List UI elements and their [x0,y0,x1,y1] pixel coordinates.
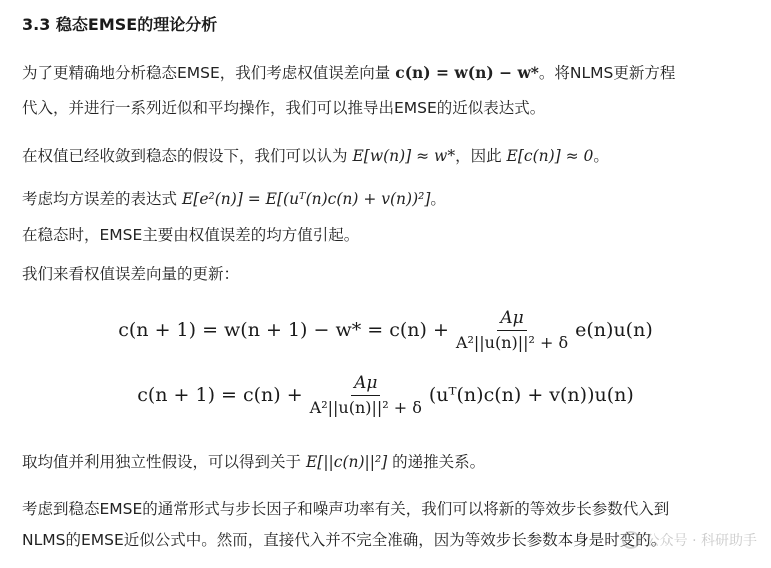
paragraph-5: 我们来看权值误差向量的更新： [22,265,240,283]
equation-1-rhs: e(n)u(n) [575,319,653,341]
paragraph-2-text-c: 。 [593,147,609,165]
paragraph-4: 在稳态时，EMSE主要由权值误差的均方值引起。 [22,226,360,244]
paragraph-1-line-2: 代入，并进行一系列近似和平均操作，我们可以推导出EMSE的近似表达式。 [22,99,546,117]
paragraph-6-text-a: 取均值并利用独立性假设，可以得到关于 [22,453,302,471]
equation-2-denominator: A²||u(n)||² + δ [309,398,422,417]
inline-math-expectation-c: E[c(n)] ≈ 0 [506,147,594,165]
paragraph-6 [22,451,485,473]
watermark [622,530,757,550]
paragraph-2-text-a: 在权值已经收敛到稳态的假设下，我们可以认为 [22,147,348,165]
paragraph-3-text-a: 考虑均方误差的表达式 [22,190,178,208]
paragraph-3 [22,188,446,210]
section-heading: 3.3 稳态EMSE的理论分析 [22,15,218,34]
equation-1-numerator: Aμ [497,308,526,331]
equation-2-numerator: Aμ [351,373,380,396]
paragraph-1-text: 为了更精确地分析稳态EMSE，我们考虑权值误差向量 [22,64,391,82]
watermark-text: 公众号 · 科研助手 [645,533,757,549]
inline-math-weight-error: c(n) = w(n) − w* [395,63,539,82]
paragraph-2-text-b: ，因此 [455,147,502,165]
paragraph-2 [22,145,609,167]
equation-1-fraction [453,308,571,352]
equation-2-lhs: c(n + 1) = c(n) + [137,384,303,406]
equation-1-denominator: A²||u(n)||² + δ [455,333,569,352]
paragraph-1-line-1 [22,62,675,84]
paragraph-6-text-b: 的递推关系。 [392,453,486,471]
equation-2-rhs: (uᵀ(n)c(n) + v(n))u(n) [428,384,634,406]
equation-1-lhs: c(n + 1) = w(n + 1) − w* = c(n) + [118,319,449,341]
paragraph-3-text-b: 。 [430,190,446,208]
watermark-logo-icon [622,531,640,549]
paragraph-1-tail: 。将NLMS更新方程 [538,64,676,82]
equation-2 [0,373,771,417]
inline-math-mse: E[e²(n)] = E[(uᵀ(n)c(n) + v(n))²] [181,190,431,208]
paragraph-7-line-1: 考虑到稳态EMSE的通常形式与步长因子和噪声功率有关，我们可以将新的等效步长参数代入到 [22,500,670,518]
inline-math-norm-expectation: E[||c(n)||²] [305,453,388,471]
equation-2-fraction [307,373,425,417]
equation-1 [0,308,771,352]
inline-math-expectation-w: E[w(n)] ≈ w* [352,147,456,165]
paragraph-7-line-2: NLMS的EMSE近似公式中。然而，直接代入并不完全准确，因为等效步长参数本身是时变的。 [22,531,667,549]
